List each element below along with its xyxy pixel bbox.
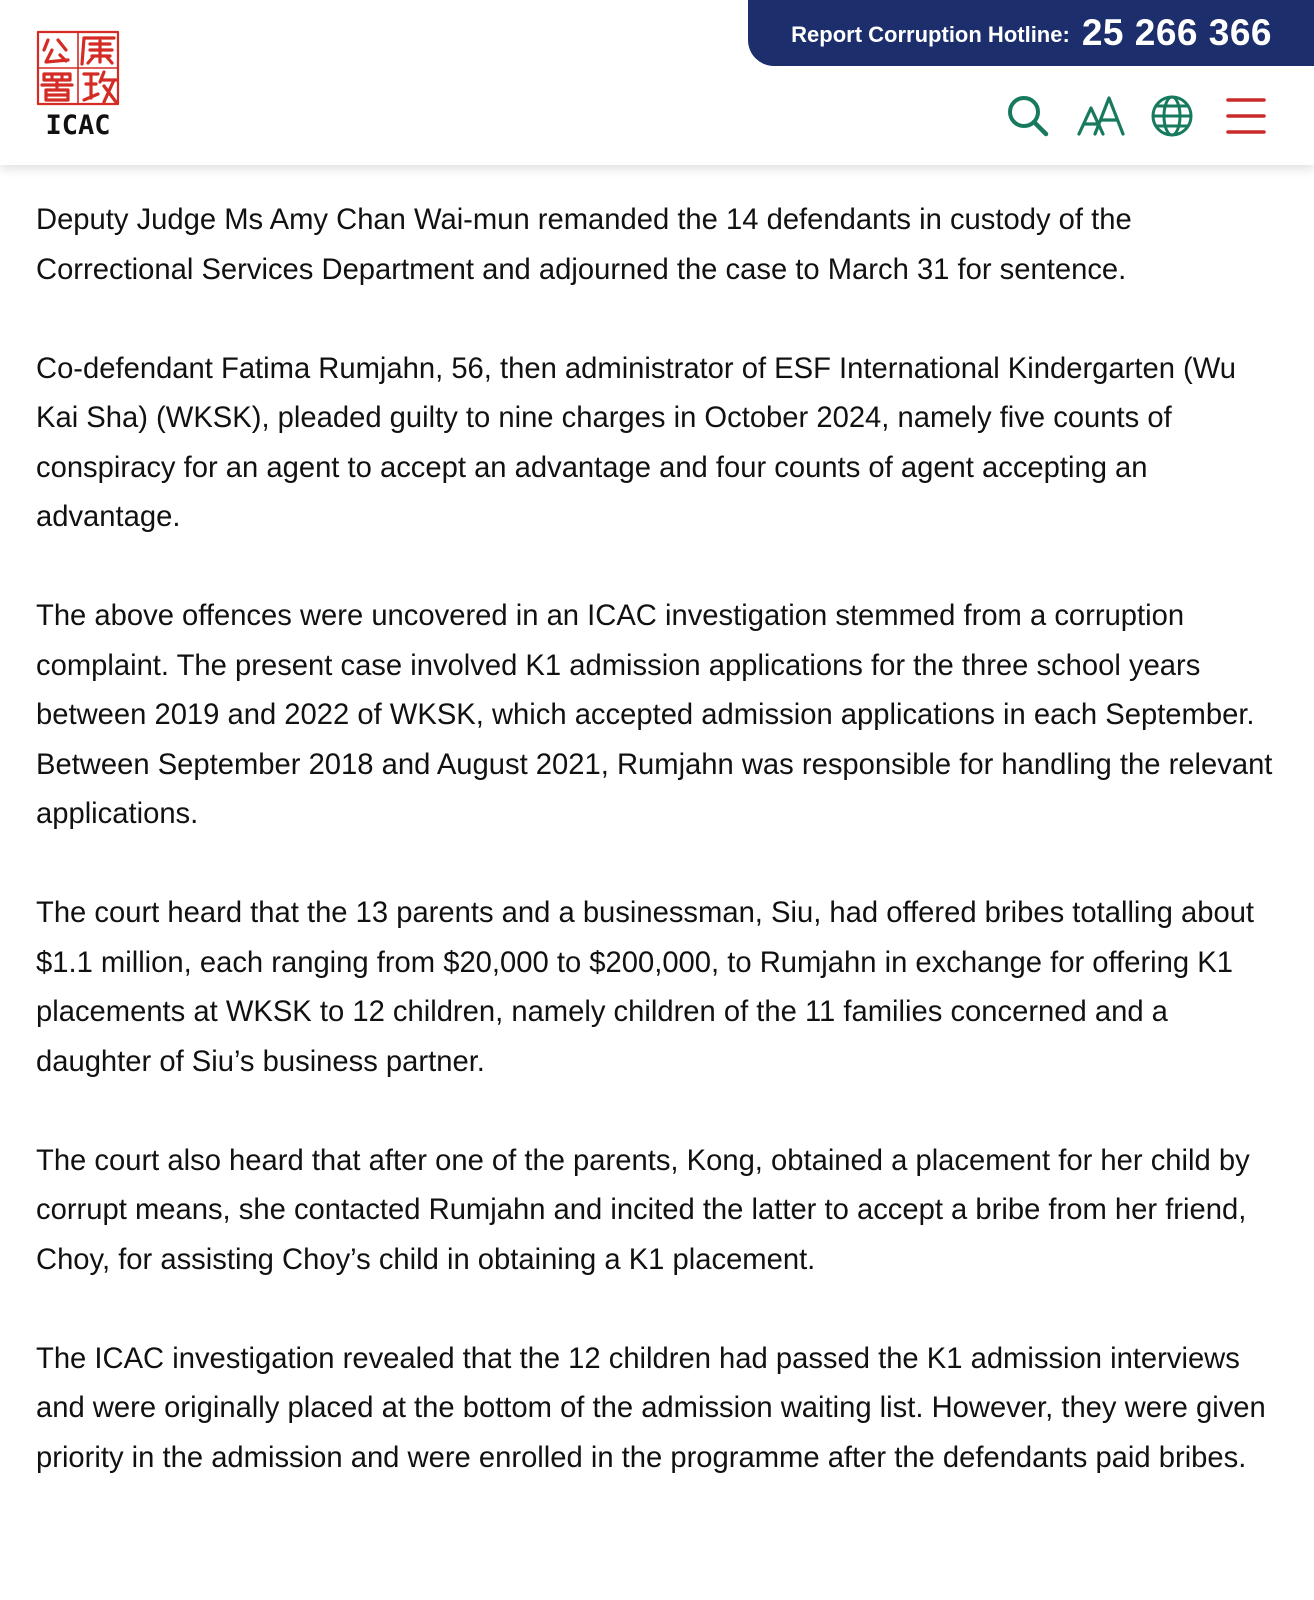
article-paragraph: The court also heard that after one of the parents, Kong, obtained a placement for her child by corrupt means, she contacted Rumjahn and incited the latter to accept a bribe from her friend, Choy, for assisting Choy’s child in obtaining a K1 placement. — [36, 1144, 1250, 1276]
language-globe-icon — [1148, 92, 1196, 140]
article-paragraph: The ICAC investigation revealed that the 12 children had passed the K1 admission interviews and were originally placed at the bottom of the admission waiting list. However, they were given priority in the admission and were enrolled in the programme after the defendants paid bribes. — [36, 1342, 1266, 1474]
article-paragraph: Deputy Judge Ms Amy Chan Wai-mun remanded the 14 defendants in custody of the Correctional Services Department and adjourned the case to March 31 for sentence. — [36, 204, 1132, 286]
icac-logo[interactable] — [32, 28, 124, 140]
article-paragraph: The court heard that the 13 parents and a businessman, Siu, had offered bribes totalling about $1.1 million, each ranging from $20,000 to $200,000, to Rumjahn in exchange for offering K1 placements at WKSK to 12 children, namely children of the 11 families concerned and a daughter of Siu’s business partner. — [36, 897, 1255, 1078]
icac-logo-text: ICAC — [45, 110, 111, 141]
article-paragraph: Co-defendant Fatima Rumjahn, 56, then administrator of ESF International Kindergarten (Wu Kai Sha) (WKSK), pleaded guilty to nine charges in October 2024, namely five counts of conspiracy for an agent to accept an advantage and four counts of agent accepting an advantage. — [36, 352, 1237, 533]
report-corruption-hotline[interactable] — [748, 0, 1314, 66]
site-header — [0, 0, 1314, 165]
article-paragraph: The above offences were uncovered in an ICAC investigation stemmed from a corruption complaint. The present case involved K1 admission applications for the three school years between 2019 and 2022 of WKSK, which accepted admission applications in each September. Between September 2018 and August 2021, Rumjahn was responsible for handling the relevant applications. — [36, 600, 1273, 830]
font-size-button[interactable] — [1076, 92, 1124, 140]
hotline-number[interactable]: 25 266 366 — [1081, 12, 1272, 53]
menu-button[interactable] — [1222, 92, 1270, 140]
search-button[interactable] — [1004, 92, 1052, 140]
search-icon — [1004, 92, 1052, 140]
menu-icon — [1222, 92, 1270, 140]
article-body — [36, 196, 1286, 1533]
language-button[interactable] — [1148, 92, 1196, 140]
hotline-label: Report Corruption Hotline: — [791, 22, 1070, 47]
font-size-icon — [1076, 92, 1128, 140]
icac-seal-icon — [32, 28, 124, 108]
header-toolbar — [1000, 92, 1314, 142]
